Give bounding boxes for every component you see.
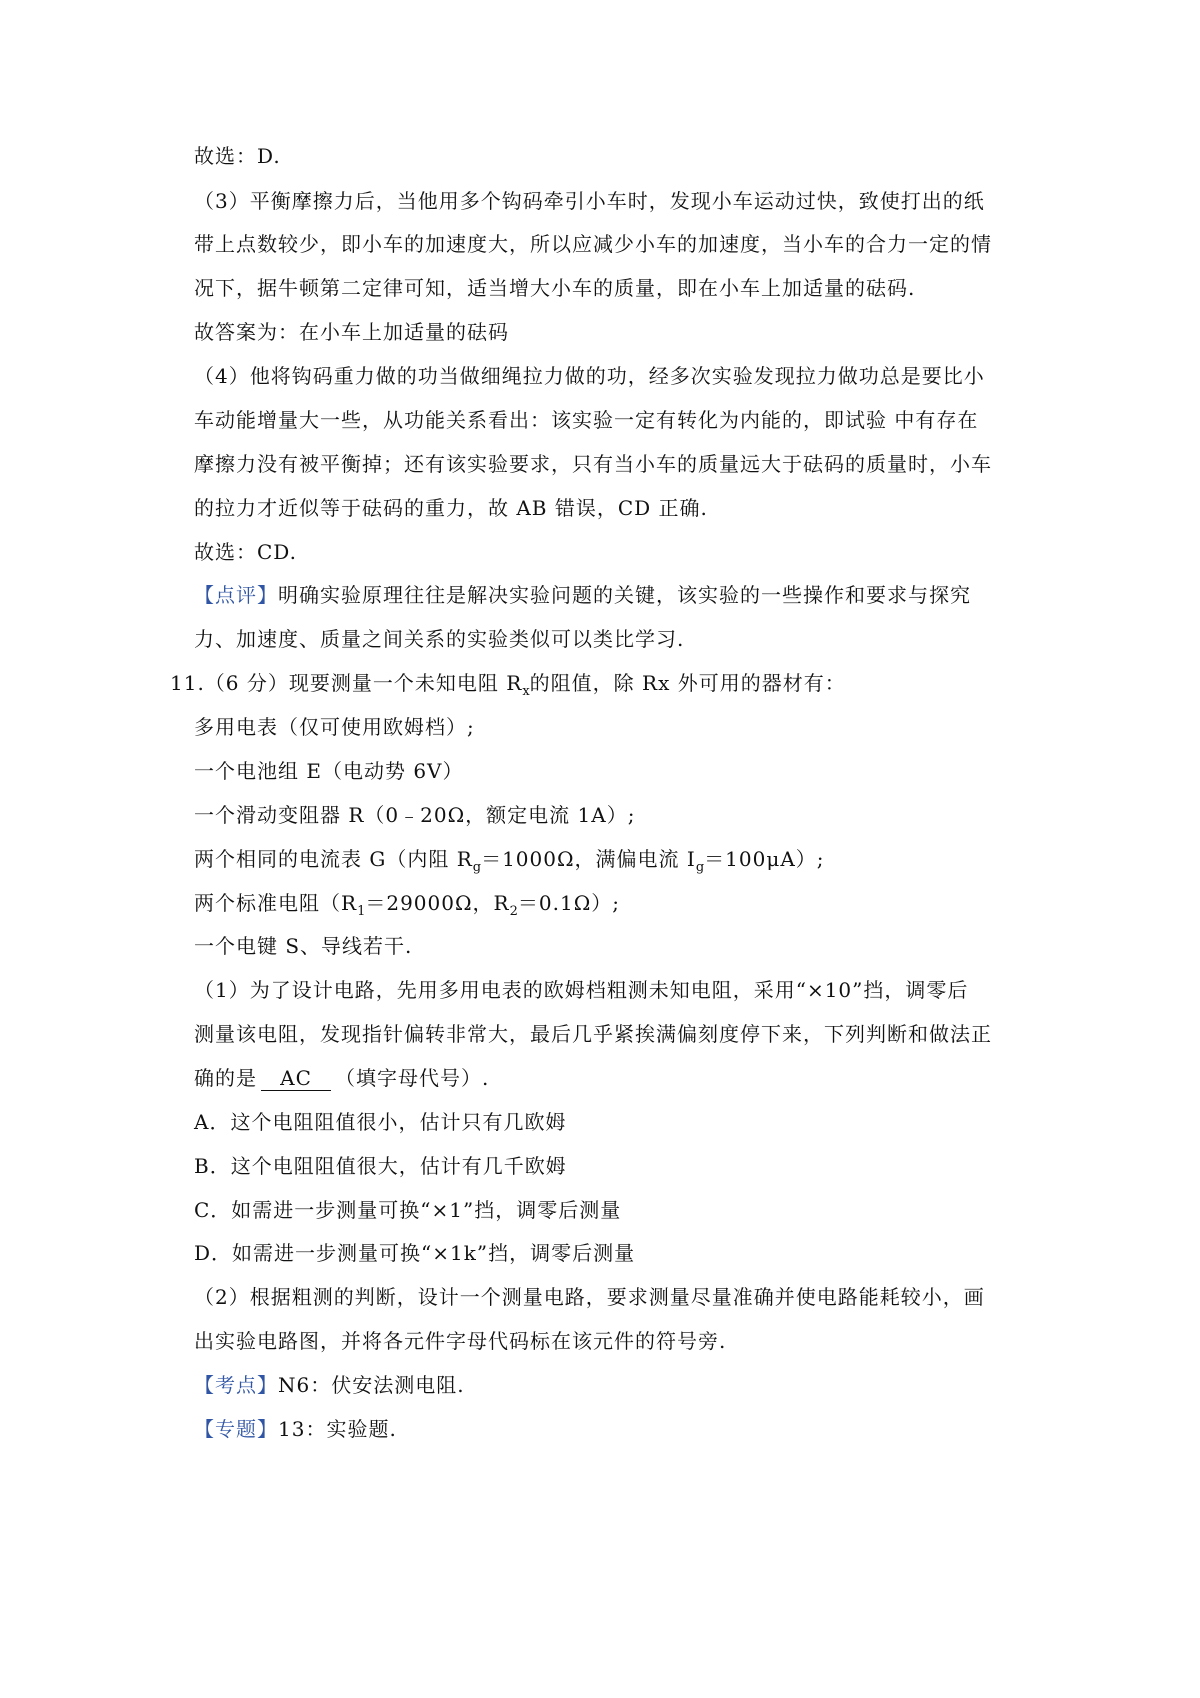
answer-line: 故答案为：在小车上加适量的砝码 [194, 320, 509, 344]
option-a: A．这个电阻阻值很小，估计只有几欧姆 [194, 1110, 567, 1134]
knowledge-point-text: N6：伏安法测电阻. [278, 1373, 465, 1397]
knowledge-point-tag: 【考点】 [194, 1373, 278, 1397]
equipment-item: 多用电表（仅可使用欧姆档）; [194, 715, 475, 739]
paragraph-line: 车动能增量大一些，从功能关系看出：该实验一定有转化为内能的，即试验 中有存在 [194, 408, 979, 432]
paragraph-line: 确的是 AC （填字母代号）. [194, 1066, 490, 1090]
option-d: D．如需进一步测量可换“×1k”挡，调零后测量 [194, 1241, 636, 1265]
option-c: C．如需进一步测量可换“×1”挡，调零后测量 [194, 1198, 622, 1222]
equipment-item: 两个相同的电流表 G（内阻 $R_g=1000\Omega$，满偏电流 $I_g=100\mu A$）; [194, 847, 825, 875]
paragraph-line: 测量该电阻，发现指针偏转非常大，最后几乎紧挨满偏刻度停下来，下列判断和做法正 [194, 1022, 992, 1046]
paragraph-line: 的拉力才近似等于砝码的重力，故 AB 错误，CD 正确. [194, 496, 708, 520]
paragraph-line: 摩擦力没有被平衡掉；还有该实验要求，只有当小车的质量远大于砝码的质量时，小车 [194, 452, 992, 476]
paragraph-line: 带上点数较少，即小车的加速度大，所以应减少小车的加速度，当小车的合力一定的情 [194, 232, 992, 256]
paragraph-line: （1）为了设计电路，先用多用电表的欧姆档粗测未知电阻，采用“×10”挡，调零后 [194, 978, 969, 1002]
option-b: B．这个电阻阻值很大，估计有几千欧姆 [194, 1154, 567, 1178]
comment-line: 力、加速度、质量之间关系的实验类似可以类比学习. [194, 627, 685, 651]
comment-tag: 【点评】 [194, 583, 278, 607]
paragraph-line: 出实验电路图，并将各元件字母代码标在该元件的符号旁. [194, 1329, 727, 1353]
paragraph-line: （2）根据粗测的判断，设计一个测量电路，要求测量尽量准确并使电路能耗较小，画 [194, 1285, 985, 1309]
comment-text: 明确实验原理往往是解决实验问题的关键，该实验的一些操作和要求与探究 [278, 583, 971, 607]
question-title: 11.（6 分）现要测量一个未知电阻 $R_x$的阻值，除 Rx 外可用的器材有： [170, 671, 846, 699]
answer-choice-line: 故选：CD. [194, 540, 297, 564]
paragraph-line: （3）平衡摩擦力后，当他用多个钩码牵引小车时，发现小车运动过快，致使打出的纸 [194, 189, 985, 213]
answer-choice-line: 故选：D. [194, 144, 281, 168]
knowledge-point-line [194, 1371, 465, 1399]
equipment-item: 两个标准电阻（$R_1=29000\Omega$，$R_2=0.1\Omega$）; [194, 891, 621, 919]
paragraph-line: 况下，据牛顿第二定律可知，适当增大小车的质量，即在小车上加适量的砝码. [194, 276, 916, 300]
paragraph-line: （4）他将钩码重力做的功当做细绳拉力做的功，经多次实验发现拉力做功总是要比小 [194, 364, 985, 388]
answer-blank: AC [261, 1066, 331, 1091]
equipment-item: 一个电池组 E（电动势 6V） [194, 759, 464, 783]
topic-line [194, 1415, 397, 1443]
comment-line [194, 581, 971, 609]
equipment-item: 一个滑动变阻器 R（0﹣20Ω，额定电流 1A）; [194, 803, 636, 827]
equipment-item: 一个电键 S、导线若干. [194, 934, 413, 958]
topic-tag: 【专题】 [194, 1417, 278, 1441]
topic-text: 13：实验题. [278, 1417, 397, 1441]
